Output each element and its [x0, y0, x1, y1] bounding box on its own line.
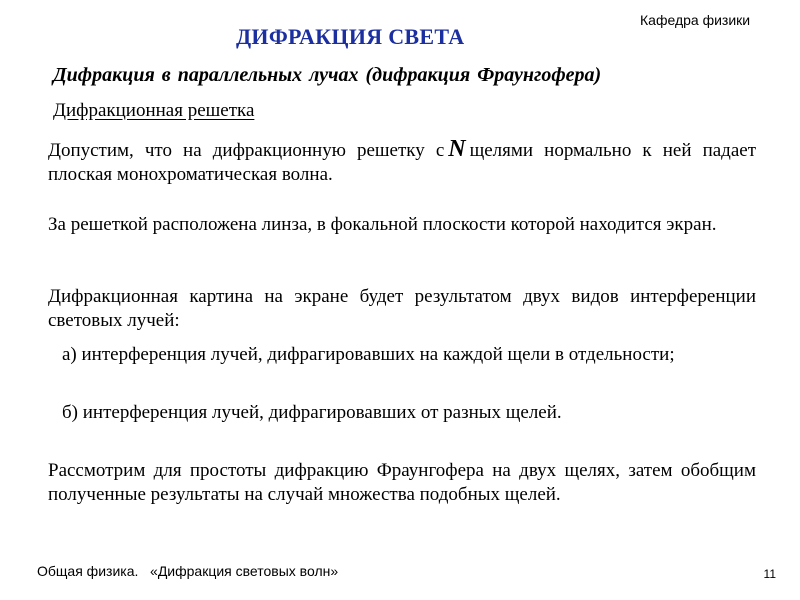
footer-course-label [37, 563, 338, 579]
section-heading: Дифракционная решетка [53, 100, 255, 121]
page-number: 11 [763, 567, 776, 581]
paragraph-text: Допустим, что на дифракционную решетку с [48, 140, 445, 161]
paragraph-two-slits: Рассмотрим для простоты дифракцию Фраунгофера на двух щелях, затем обобщим полученные результаты на случай множества подобных щелей. [48, 460, 756, 505]
list-item-a: а) интерференция лучей, дифрагировавших на каждой щели в отдельности; [62, 344, 675, 365]
variable-n: N [448, 136, 466, 162]
footer-text: Общая физика. «Дифракция световых волн» [37, 563, 339, 579]
slide-title: ДИФРАКЦИЯ СВЕТА [236, 24, 465, 49]
paragraph-grating-setup [48, 136, 757, 187]
department-label: Кафедра физики [640, 12, 751, 28]
slide-subtitle: Дифракция в параллельных лучах (дифракция Фраунгофера) [53, 64, 602, 86]
list-item-b: б) интерференция лучей, дифрагировавших от разных щелей. [62, 402, 562, 423]
paragraph-lens-screen: За решеткой расположена линза, в фокальной плоскости которой находится экран. [48, 214, 717, 235]
paragraph-interference-types: Дифракционная картина на экране будет результатом двух видов интерференции световых лучей: [48, 286, 756, 331]
paragraph-text: щелями нормально к ней падает плоская монохроматическая волна. [48, 140, 757, 185]
